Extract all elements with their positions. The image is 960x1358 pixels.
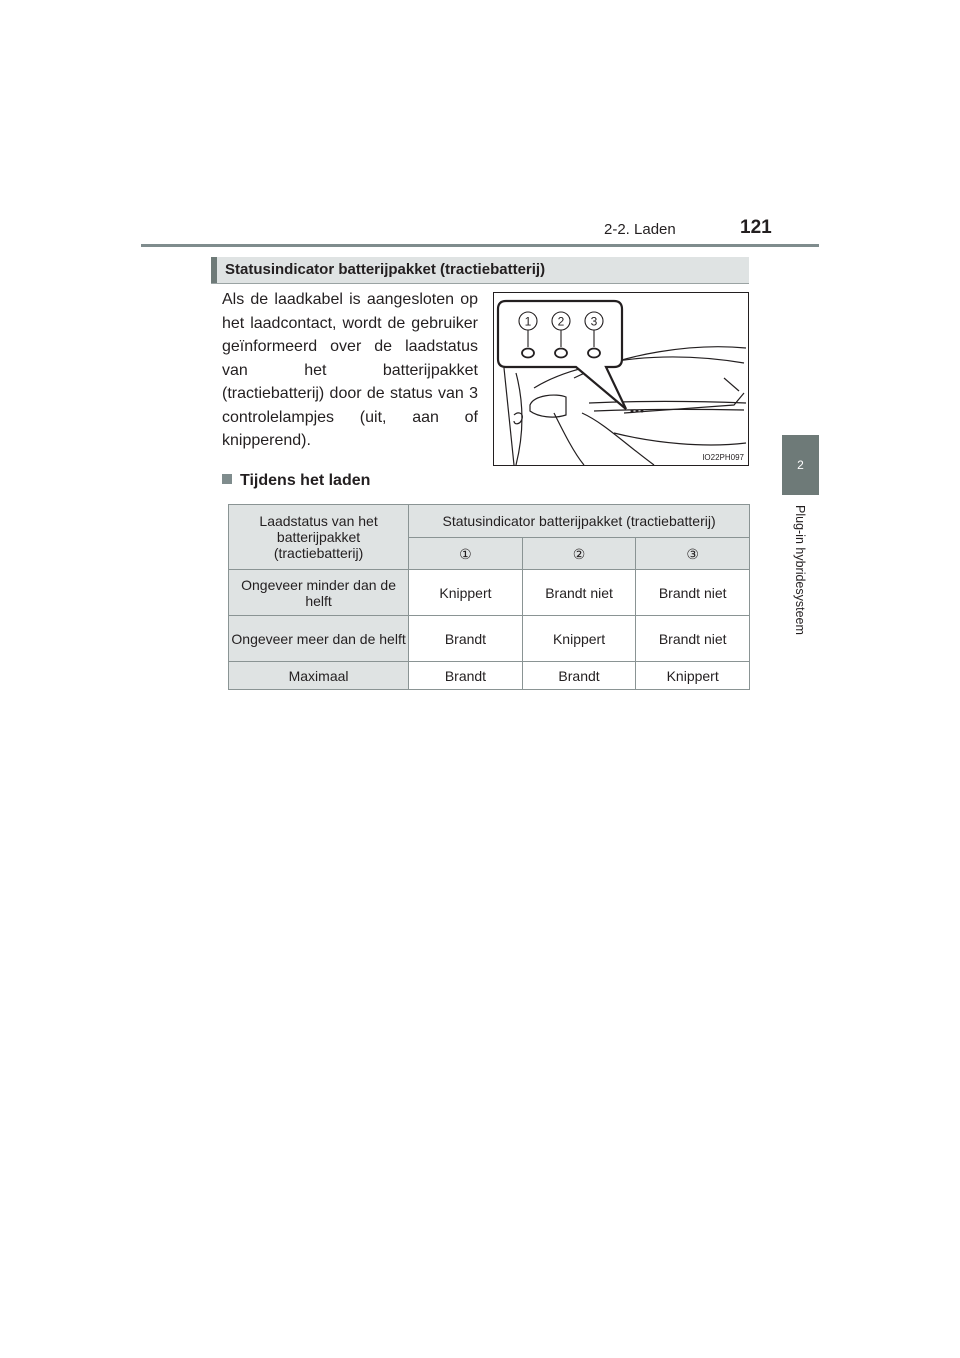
subheading-text: Tijdens het laden [240,472,371,489]
section-title: Statusindicator batterijpakket (tractiebatterij) [225,261,546,278]
table-cell: Brandt niet [636,616,750,662]
square-bullet-icon [222,474,232,484]
col-header-charge-status: Laadstatus van het batterijpakket (tractiebatterij) [229,505,409,570]
page-number: 121 [740,217,772,238]
status-table [228,504,750,690]
table-cell: Knippert [522,616,636,662]
table-cell: Brandt niet [636,570,750,616]
intro-paragraph: Als de laadkabel is aangesloten op het laadcontact, wordt de gebruiker geïnformeerd over de laadstatus van het batterijpakket (tractiebatterij) door de status van 3 controlelampjes (uit, aan of knipperend). [222,291,478,449]
chapter-side-label [772,505,828,665]
col-header-indicator-group: Statusindicator batterijpakket (tractiebatterij) [409,505,750,538]
table-cell: Brandt [522,662,636,690]
subheading [222,472,370,490]
table-cell: Knippert [636,662,750,690]
chapter-tab: 2 [782,435,819,495]
callout-3: 3 [590,314,598,329]
table-cell: Brandt [409,662,523,690]
col-header-indicator-3: ③ [636,538,750,570]
col-header-indicator-2: ② [522,538,636,570]
table-cell: Brandt [409,616,523,662]
table-cell: Brandt niet [522,570,636,616]
table-row [229,570,750,616]
callout-1: 1 [524,314,532,329]
row-label: Ongeveer meer dan de helft [229,616,409,662]
callout-2: 2 [557,314,565,329]
table-row [229,662,750,690]
figure-code: IO22PH097 [702,453,744,462]
header-rule [141,244,819,247]
charging-indicator-figure [493,292,749,466]
table-cell: Knippert [409,570,523,616]
table-row [229,616,750,662]
section-accent [211,257,217,283]
chapter-side-label-text: Plug-in hybridesysteem [793,505,807,635]
row-label: Ongeveer minder dan de helft [229,570,409,616]
running-header-section: 2-2. Laden [604,221,676,238]
charging-port-indicator-illustration-icon [494,293,748,465]
col-header-indicator-1: ① [409,538,523,570]
section-title-bar [211,257,749,284]
row-label: Maximaal [229,662,409,690]
